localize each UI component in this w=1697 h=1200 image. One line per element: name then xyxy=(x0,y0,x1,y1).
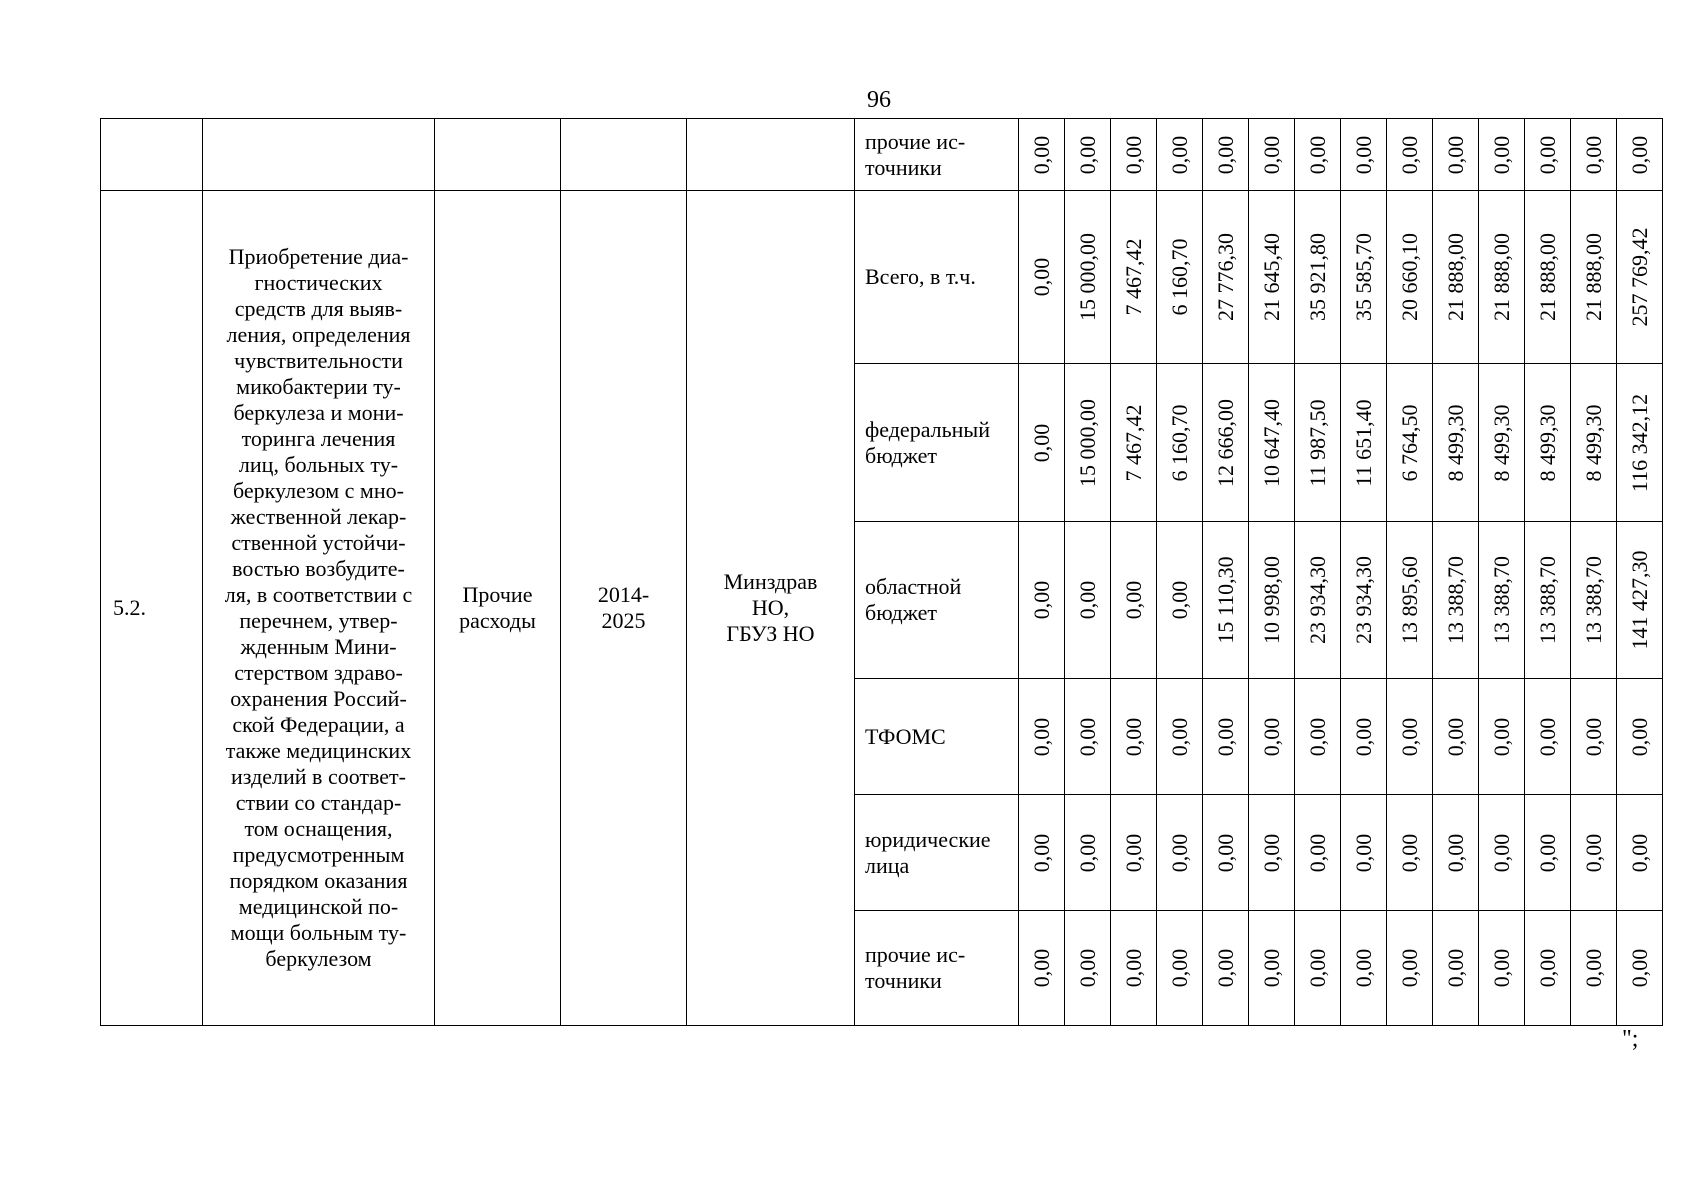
amount-value: 0,00 xyxy=(1028,423,1054,462)
funding-source-cell: ТФОМС xyxy=(855,679,1019,795)
amount-value: 20 660,10 xyxy=(1396,233,1422,321)
amount-cell xyxy=(1019,119,1065,191)
amount-value: 0,00 xyxy=(1488,948,1514,988)
expense-type-cell xyxy=(435,119,561,191)
amount-value: 0,00 xyxy=(1396,717,1422,756)
amount-value: 6 160,70 xyxy=(1166,404,1192,481)
amount-cell xyxy=(1341,364,1387,522)
amount-value: 0,00 xyxy=(1028,257,1054,297)
amount-cell xyxy=(1571,795,1617,911)
amount-value: 141 427,30 xyxy=(1626,550,1652,650)
amount-cell xyxy=(1387,191,1433,364)
amount-cell xyxy=(1525,522,1571,679)
amount-cell xyxy=(1387,795,1433,911)
amount-cell xyxy=(1019,522,1065,679)
amount-cell xyxy=(1571,119,1617,191)
amount-value: 0,00 xyxy=(1074,717,1100,756)
amount-value: 0,00 xyxy=(1626,135,1652,174)
amount-cell xyxy=(1111,364,1157,522)
amount-cell xyxy=(1341,119,1387,191)
table-row-continued xyxy=(101,119,1663,191)
amount-value: 10 998,00 xyxy=(1258,556,1284,644)
amount-cell xyxy=(1065,119,1111,191)
amount-cell xyxy=(1433,191,1479,364)
funding-source-cell: прочие ис- точники xyxy=(855,911,1019,1026)
amount-value: 21 888,00 xyxy=(1580,233,1606,321)
amount-value: 15 110,30 xyxy=(1212,556,1238,644)
amount-cell xyxy=(1433,911,1479,1026)
amount-cell xyxy=(1341,795,1387,911)
amount-value: 21 645,40 xyxy=(1258,233,1284,321)
amount-value: 0,00 xyxy=(1580,833,1606,872)
amount-cell xyxy=(1157,364,1203,522)
amount-cell xyxy=(1111,911,1157,1026)
amount-value: 0,00 xyxy=(1120,948,1146,988)
amount-value: 0,00 xyxy=(1304,833,1330,872)
amount-value: 0,00 xyxy=(1396,948,1422,988)
amount-value: 0,00 xyxy=(1258,135,1284,174)
amount-value: 0,00 xyxy=(1212,833,1238,872)
amount-cell xyxy=(1387,522,1433,679)
amount-value: 6 764,50 xyxy=(1396,404,1422,481)
amount-value: 8 499,30 xyxy=(1580,404,1606,481)
amount-value: 0,00 xyxy=(1534,135,1560,174)
amount-value: 0,00 xyxy=(1442,948,1468,988)
amount-value: 0,00 xyxy=(1074,580,1100,620)
amount-cell xyxy=(1295,522,1341,679)
amount-cell xyxy=(1295,911,1341,1026)
amount-cell xyxy=(1571,522,1617,679)
amount-cell xyxy=(1525,364,1571,522)
amount-cell xyxy=(1203,119,1249,191)
amount-cell xyxy=(1433,795,1479,911)
amount-cell xyxy=(1617,911,1663,1026)
amount-cell xyxy=(1019,679,1065,795)
amount-cell xyxy=(1617,795,1663,911)
amount-value: 0,00 xyxy=(1028,717,1054,756)
period-cell xyxy=(561,119,687,191)
amount-cell xyxy=(1525,119,1571,191)
amount-value: 0,00 xyxy=(1580,717,1606,756)
amount-cell xyxy=(1387,679,1433,795)
amount-cell xyxy=(1065,364,1111,522)
amount-cell xyxy=(1295,795,1341,911)
amount-cell xyxy=(1157,119,1203,191)
amount-value: 0,00 xyxy=(1580,135,1606,174)
amount-value: 13 388,70 xyxy=(1488,556,1514,644)
amount-value: 257 769,42 xyxy=(1626,227,1652,327)
amount-value: 35 921,80 xyxy=(1304,233,1330,321)
amount-cell xyxy=(1295,191,1341,364)
amount-cell xyxy=(1157,522,1203,679)
amount-cell xyxy=(1203,522,1249,679)
amount-value: 13 388,70 xyxy=(1534,556,1560,644)
amount-value: 10 647,40 xyxy=(1258,398,1284,487)
funding-source-cell: федеральный бюджет xyxy=(855,364,1019,522)
executor-cell xyxy=(687,119,855,191)
amount-value: 27 776,30 xyxy=(1212,233,1238,321)
amount-value: 0,00 xyxy=(1074,135,1100,174)
amount-cell xyxy=(1525,795,1571,911)
amount-value: 23 934,30 xyxy=(1304,556,1330,644)
amount-value: 11 651,40 xyxy=(1350,398,1376,487)
amount-value: 0,00 xyxy=(1442,717,1468,756)
amount-value: 0,00 xyxy=(1488,833,1514,872)
amount-cell xyxy=(1157,911,1203,1026)
amount-value: 6 160,70 xyxy=(1166,238,1192,316)
item-name-cell xyxy=(203,191,435,1026)
amount-value: 0,00 xyxy=(1120,717,1146,756)
amount-cell xyxy=(1111,522,1157,679)
amount-value: 0,00 xyxy=(1074,833,1100,872)
amount-value: 0,00 xyxy=(1120,580,1146,620)
amount-value: 0,00 xyxy=(1488,717,1514,756)
amount-cell xyxy=(1617,119,1663,191)
funding-source-cell: Всего, в т.ч. xyxy=(855,191,1019,364)
amount-value: 0,00 xyxy=(1626,948,1652,988)
amount-value: 0,00 xyxy=(1120,135,1146,174)
amount-cell xyxy=(1203,911,1249,1026)
amount-cell xyxy=(1249,522,1295,679)
amount-cell xyxy=(1203,191,1249,364)
amount-cell xyxy=(1249,911,1295,1026)
item-name: Приобретение диа- гностических средств для выяв- ления, определения чувствительности микобактерии ту- беркулеза и мони- торинга лечения лиц, больных ту- беркулезом с мно- жественной лекар- ственной устойчи- востью возбудите- ля, в соответствии с перечнем, утвер- жденным Мини- стерством здраво- охранения Россий- ской Федерации, а также медицинских изделий в соответ- ствии со стандар- том оснащения, предусмотренным порядком оказания медицинской по- мощи больным ту- беркулезом xyxy=(224,244,413,971)
amount-value: 23 934,30 xyxy=(1350,556,1376,644)
expense-type: Прочие расходы xyxy=(435,191,561,1026)
amount-value: 0,00 xyxy=(1442,833,1468,872)
amount-cell xyxy=(1479,522,1525,679)
amount-value: 8 499,30 xyxy=(1534,404,1560,481)
amount-value: 116 342,12 xyxy=(1626,393,1652,492)
table-row xyxy=(101,191,1663,364)
amount-cell xyxy=(1203,795,1249,911)
amount-cell xyxy=(1019,364,1065,522)
amount-value: 0,00 xyxy=(1258,948,1284,988)
amount-value: 0,00 xyxy=(1120,833,1146,872)
period: 2014- 2025 xyxy=(561,191,687,1026)
amount-value: 0,00 xyxy=(1212,135,1238,174)
amount-value: 13 388,70 xyxy=(1580,556,1606,644)
amount-value: 15 000,00 xyxy=(1074,398,1100,487)
amount-value: 0,00 xyxy=(1212,717,1238,756)
amount-value: 0,00 xyxy=(1166,717,1192,756)
amount-cell xyxy=(1203,364,1249,522)
amount-value: 21 888,00 xyxy=(1488,233,1514,321)
amount-cell xyxy=(1433,679,1479,795)
amount-cell xyxy=(1479,364,1525,522)
amount-value: 0,00 xyxy=(1580,948,1606,988)
amount-value: 0,00 xyxy=(1304,135,1330,174)
amount-cell xyxy=(1433,522,1479,679)
amount-cell xyxy=(1387,911,1433,1026)
amount-cell xyxy=(1249,191,1295,364)
amount-cell xyxy=(1571,364,1617,522)
amount-value: 0,00 xyxy=(1258,833,1284,872)
amount-cell xyxy=(1157,679,1203,795)
amount-value: 11 987,50 xyxy=(1304,398,1330,487)
budget-table xyxy=(100,118,1663,1026)
amount-value: 0,00 xyxy=(1534,717,1560,756)
funding-source-cell: областной бюджет xyxy=(855,522,1019,679)
amount-cell xyxy=(1111,119,1157,191)
funding-source-cell: юридические лица xyxy=(855,795,1019,911)
amount-cell xyxy=(1525,911,1571,1026)
amount-value: 0,00 xyxy=(1304,717,1330,756)
amount-cell xyxy=(1111,191,1157,364)
amount-value: 0,00 xyxy=(1350,717,1376,756)
amount-cell xyxy=(1065,191,1111,364)
amount-value: 21 888,00 xyxy=(1534,233,1560,321)
amount-cell xyxy=(1341,679,1387,795)
amount-value: 8 499,30 xyxy=(1488,404,1514,481)
amount-cell xyxy=(1111,679,1157,795)
amount-value: 21 888,00 xyxy=(1442,233,1468,321)
amount-value: 0,00 xyxy=(1166,833,1192,872)
item-number-cell xyxy=(101,119,203,191)
amount-cell xyxy=(1479,795,1525,911)
amount-value: 35 585,70 xyxy=(1350,233,1376,321)
amount-value: 0,00 xyxy=(1166,580,1192,620)
amount-cell xyxy=(1341,522,1387,679)
amount-value: 0,00 xyxy=(1350,948,1376,988)
amount-cell xyxy=(1525,191,1571,364)
amount-value: 0,00 xyxy=(1626,833,1652,872)
amount-cell xyxy=(1617,679,1663,795)
amount-value: 0,00 xyxy=(1304,948,1330,988)
funding-source-cell: прочие ис- точники xyxy=(855,119,1019,191)
amount-cell xyxy=(1249,364,1295,522)
amount-value: 0,00 xyxy=(1212,948,1238,988)
amount-cell xyxy=(1295,119,1341,191)
amount-value: 0,00 xyxy=(1028,833,1054,872)
amount-cell xyxy=(1249,795,1295,911)
amount-cell xyxy=(1341,911,1387,1026)
amount-cell xyxy=(1571,911,1617,1026)
amount-value: 7 467,42 xyxy=(1120,404,1146,481)
amount-cell xyxy=(1571,679,1617,795)
amount-value: 0,00 xyxy=(1350,833,1376,872)
amount-cell xyxy=(1065,522,1111,679)
amount-value: 0,00 xyxy=(1166,948,1192,988)
amount-cell xyxy=(1249,119,1295,191)
amount-value: 0,00 xyxy=(1442,135,1468,174)
amount-value: 0,00 xyxy=(1166,135,1192,174)
amount-cell xyxy=(1111,795,1157,911)
amount-value: 0,00 xyxy=(1534,833,1560,872)
amount-value: 0,00 xyxy=(1028,580,1054,620)
amount-cell xyxy=(1295,679,1341,795)
amount-cell xyxy=(1157,191,1203,364)
amount-cell xyxy=(1065,679,1111,795)
amount-value: 13 895,60 xyxy=(1396,556,1422,644)
amount-cell xyxy=(1525,679,1571,795)
amount-value: 0,00 xyxy=(1258,717,1284,756)
amount-cell xyxy=(1295,364,1341,522)
amount-value: 13 388,70 xyxy=(1442,556,1468,644)
amount-cell xyxy=(1341,191,1387,364)
item-number: 5.2. xyxy=(101,191,203,1026)
amount-cell xyxy=(1249,679,1295,795)
amount-cell xyxy=(1157,795,1203,911)
page-number: 96 xyxy=(867,87,891,113)
amount-cell xyxy=(1019,911,1065,1026)
amount-value: 0,00 xyxy=(1350,135,1376,174)
amount-cell xyxy=(1479,191,1525,364)
amount-value: 12 666,00 xyxy=(1212,398,1238,487)
amount-cell xyxy=(1571,191,1617,364)
amount-cell xyxy=(1617,191,1663,364)
closing-quote-mark: "; xyxy=(1622,1026,1639,1052)
item-name-cell xyxy=(203,119,435,191)
amount-cell xyxy=(1433,364,1479,522)
amount-cell xyxy=(1019,191,1065,364)
amount-cell xyxy=(1617,364,1663,522)
amount-value: 0,00 xyxy=(1626,717,1652,756)
amount-cell xyxy=(1019,795,1065,911)
amount-cell xyxy=(1433,119,1479,191)
amount-value: 15 000,00 xyxy=(1074,233,1100,321)
amount-value: 0,00 xyxy=(1534,948,1560,988)
amount-value: 0,00 xyxy=(1396,833,1422,872)
amount-value: 0,00 xyxy=(1074,948,1100,988)
amount-cell xyxy=(1203,679,1249,795)
amount-cell xyxy=(1387,364,1433,522)
amount-cell xyxy=(1387,119,1433,191)
amount-cell xyxy=(1479,911,1525,1026)
amount-value: 0,00 xyxy=(1488,135,1514,174)
amount-value: 0,00 xyxy=(1028,135,1054,174)
amount-value: 7 467,42 xyxy=(1120,238,1146,316)
amount-cell xyxy=(1065,795,1111,911)
amount-value: 8 499,30 xyxy=(1442,404,1468,481)
amount-value: 0,00 xyxy=(1396,135,1422,174)
amount-cell xyxy=(1617,522,1663,679)
executor: Минздрав НО, ГБУЗ НО xyxy=(687,191,855,1026)
amount-cell xyxy=(1065,911,1111,1026)
amount-value: 0,00 xyxy=(1028,948,1054,988)
amount-cell xyxy=(1479,119,1525,191)
amount-cell xyxy=(1479,679,1525,795)
